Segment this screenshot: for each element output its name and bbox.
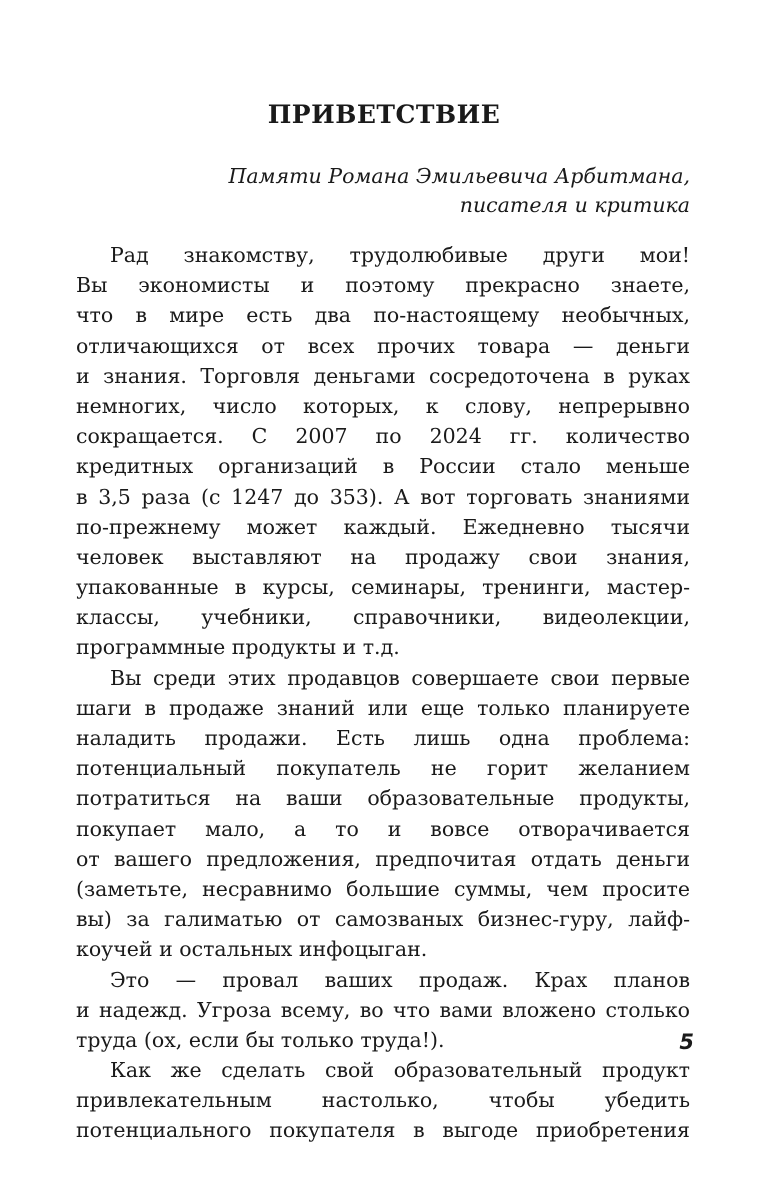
text-line: потратиться на ваши образовательные продукты, <box>76 786 690 811</box>
text-line: что в мире есть два по-настоящему необычных, <box>76 303 690 328</box>
page-number: 5 <box>679 1030 694 1054</box>
text-line: труда (ох, если бы только труда!). <box>76 1027 445 1052</box>
text-line: кредитных организаций в России стало меньше <box>76 454 690 479</box>
text-line: потенциального покупателя в выгоде приобретения <box>76 1118 690 1143</box>
body-text <box>76 240 690 1146</box>
text-line: привлекательным настолько, чтобы убедить <box>76 1088 690 1113</box>
text-line: Это — провал ваших продаж. Крах планов <box>110 967 690 992</box>
text-line: и знания. Торговля деньгами сосредоточена в руках <box>76 363 690 388</box>
paragraph <box>76 663 690 965</box>
text-line: немногих, число которых, к слову, непрерывно <box>76 393 690 418</box>
text-line: от вашего предложения, предпочитая отдать деньги <box>76 846 690 871</box>
text-line: человек выставляют на продажу свои знания, <box>76 544 690 569</box>
text-line: Как же сделать свой образовательный продукт <box>110 1058 690 1083</box>
paragraph <box>76 965 690 1056</box>
text-line: сокращается. С 2007 по 2024 гг. количество <box>76 424 690 449</box>
text-line: в 3,5 раза (с 1247 до 353). А вот торговать знаниями <box>76 484 690 509</box>
paragraph <box>76 240 690 663</box>
paragraph <box>76 1055 690 1146</box>
text-line: покупает мало, а то и вовсе отворачивается <box>76 816 690 841</box>
text-line: Вы экономисты и поэтому прекрасно знаете, <box>76 273 690 298</box>
text-line: классы, учебники, справочники, видеолекции, <box>76 605 690 630</box>
epigraph-line: Памяти Романа Эмильевича Арбитмана, <box>228 164 690 188</box>
text-line: наладить продажи. Есть лишь одна проблема: <box>76 726 690 750</box>
text-line: потенциальный покупатель не горит желанием <box>76 756 690 781</box>
text-line: Вы среди этих продавцов совершаете свои первые <box>110 665 690 690</box>
text-line: программные продукты и т.д. <box>76 635 400 660</box>
epigraph-line: писателя и критика <box>459 193 690 217</box>
chapter-heading: ПРИВЕТСТВИЕ <box>267 100 501 129</box>
text-line: Рад знакомству, трудолюбивые други мои! <box>110 243 690 267</box>
text-line: (заметьте, несравнимо большие суммы, чем просите <box>76 876 690 901</box>
text-line: и надежд. Угроза всему, во что вами вложено столько <box>76 997 690 1022</box>
text-line: коучей и остальных инфоцыган. <box>76 937 428 962</box>
epigraph <box>200 162 690 220</box>
text-line: отличающихся от всех прочих товара — деньги <box>76 333 690 358</box>
text-line: упакованные в курсы, семинары, тренинги, мастер- <box>76 575 690 600</box>
text-line: по-прежнему может каждый. Ежедневно тысячи <box>76 514 690 539</box>
text-line: шаги в продаже знаний или еще только планируете <box>76 695 690 720</box>
text-line: вы) за галиматью от самозваных бизнес-гуру, лайф- <box>76 907 690 932</box>
